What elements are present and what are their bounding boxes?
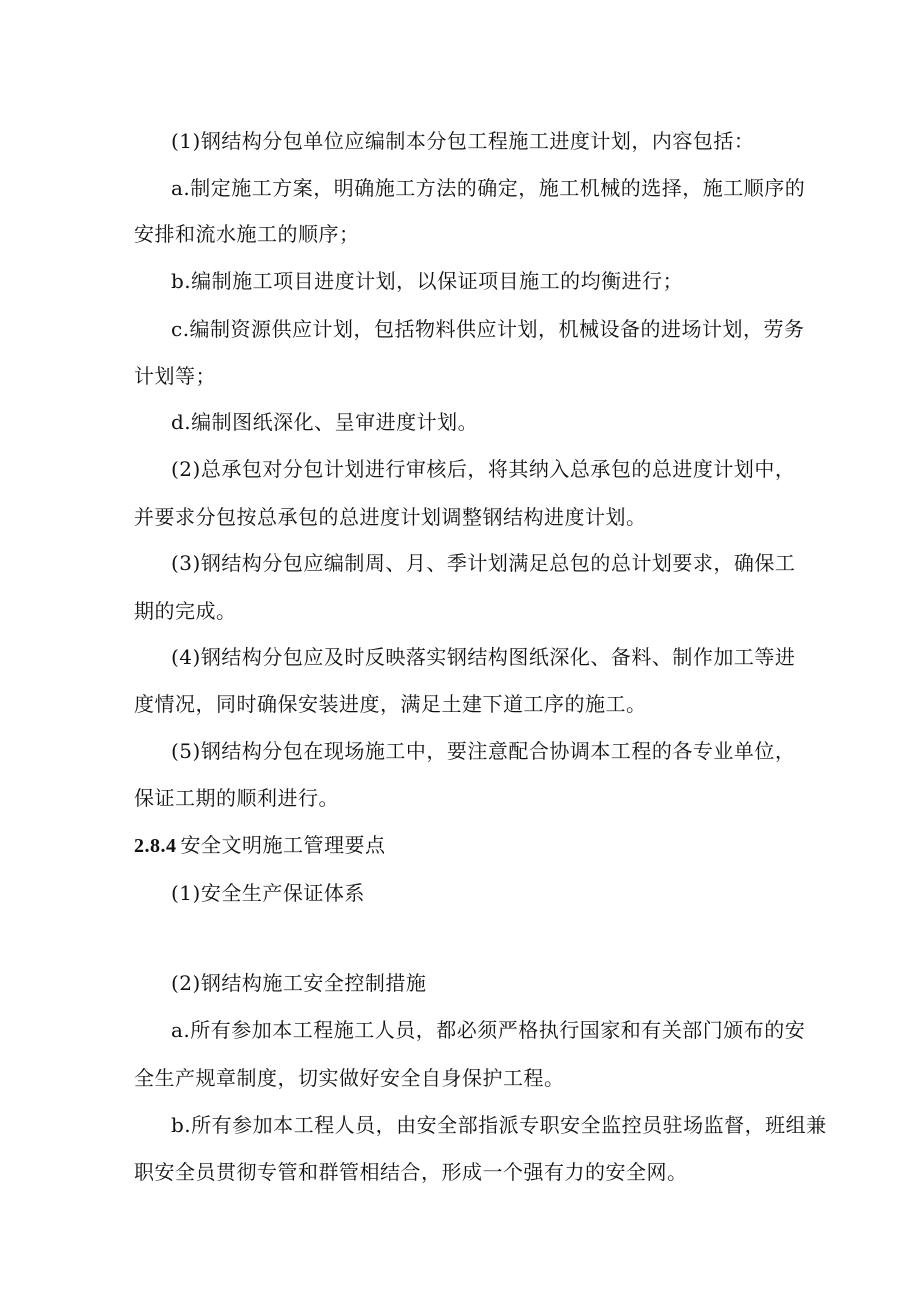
- paragraph-line: (2)钢结构施工安全控制措施: [171, 971, 427, 995]
- section-heading: [0, 832, 920, 859]
- paragraph-line: c.编制资源供应计划，包括物料供应计划，机械设备的进场计划，劳务: [171, 317, 805, 341]
- section-title: 安全文明施工管理要点: [180, 833, 386, 857]
- paragraph-line: (3)钢结构分包应编制周、月、季计划满足总包的总计划要求，确保工: [171, 551, 796, 575]
- paragraph-line: b.所有参加本工程人员，由安全部指派专职安全监控员驻场监督，班组兼: [171, 1113, 827, 1137]
- paragraph-line: 职安全员贯彻专管和群管相结合，形成一个强有力的安全网。: [134, 1160, 688, 1184]
- paragraph-line: 安排和流水施工的顺序；: [134, 222, 360, 246]
- paragraph-line: b.编制施工项目进度计划，以保证项目施工的均衡进行；: [171, 269, 684, 293]
- paragraph-line: (5)钢结构分包在现场施工中，要注意配合协调本工程的各专业单位，: [171, 739, 796, 763]
- paragraph-line: (2)总承包对分包计划进行审核后，将其纳入总承包的总进度计划中，: [171, 457, 796, 481]
- section-number: 2.8.4: [134, 835, 177, 857]
- paragraph-line: (1)钢结构分包单位应编制本分包工程施工进度计划，内容包括：: [171, 129, 755, 153]
- paragraph-line: (4)钢结构分包应及时反映落实钢结构图纸深化、备料、制作加工等进: [171, 645, 796, 669]
- paragraph-line: a.制定施工方案，明确施工方法的确定，施工机械的选择，施工顺序的: [171, 176, 806, 200]
- paragraph-line: 并要求分包按总承包的总进度计划调整钢结构进度计划。: [134, 505, 647, 529]
- paragraph-line: 计划等；: [134, 364, 216, 388]
- paragraph-line: d.编制图纸深化、呈审进度计划。: [171, 410, 479, 434]
- paragraph-line: a.所有参加本工程施工人员，都必须严格执行国家和有关部门颁布的安: [171, 1018, 806, 1042]
- paragraph-line: 度情况，同时确保安装进度，满足土建下道工序的施工。: [134, 692, 647, 716]
- paragraph-line: 保证工期的顺利进行。: [134, 786, 339, 810]
- paragraph-line: 期的完成。: [134, 599, 237, 623]
- paragraph-line: (1)安全生产保证体系: [171, 881, 365, 905]
- paragraph-line: 全生产规章制度，切实做好安全自身保护工程。: [134, 1066, 565, 1090]
